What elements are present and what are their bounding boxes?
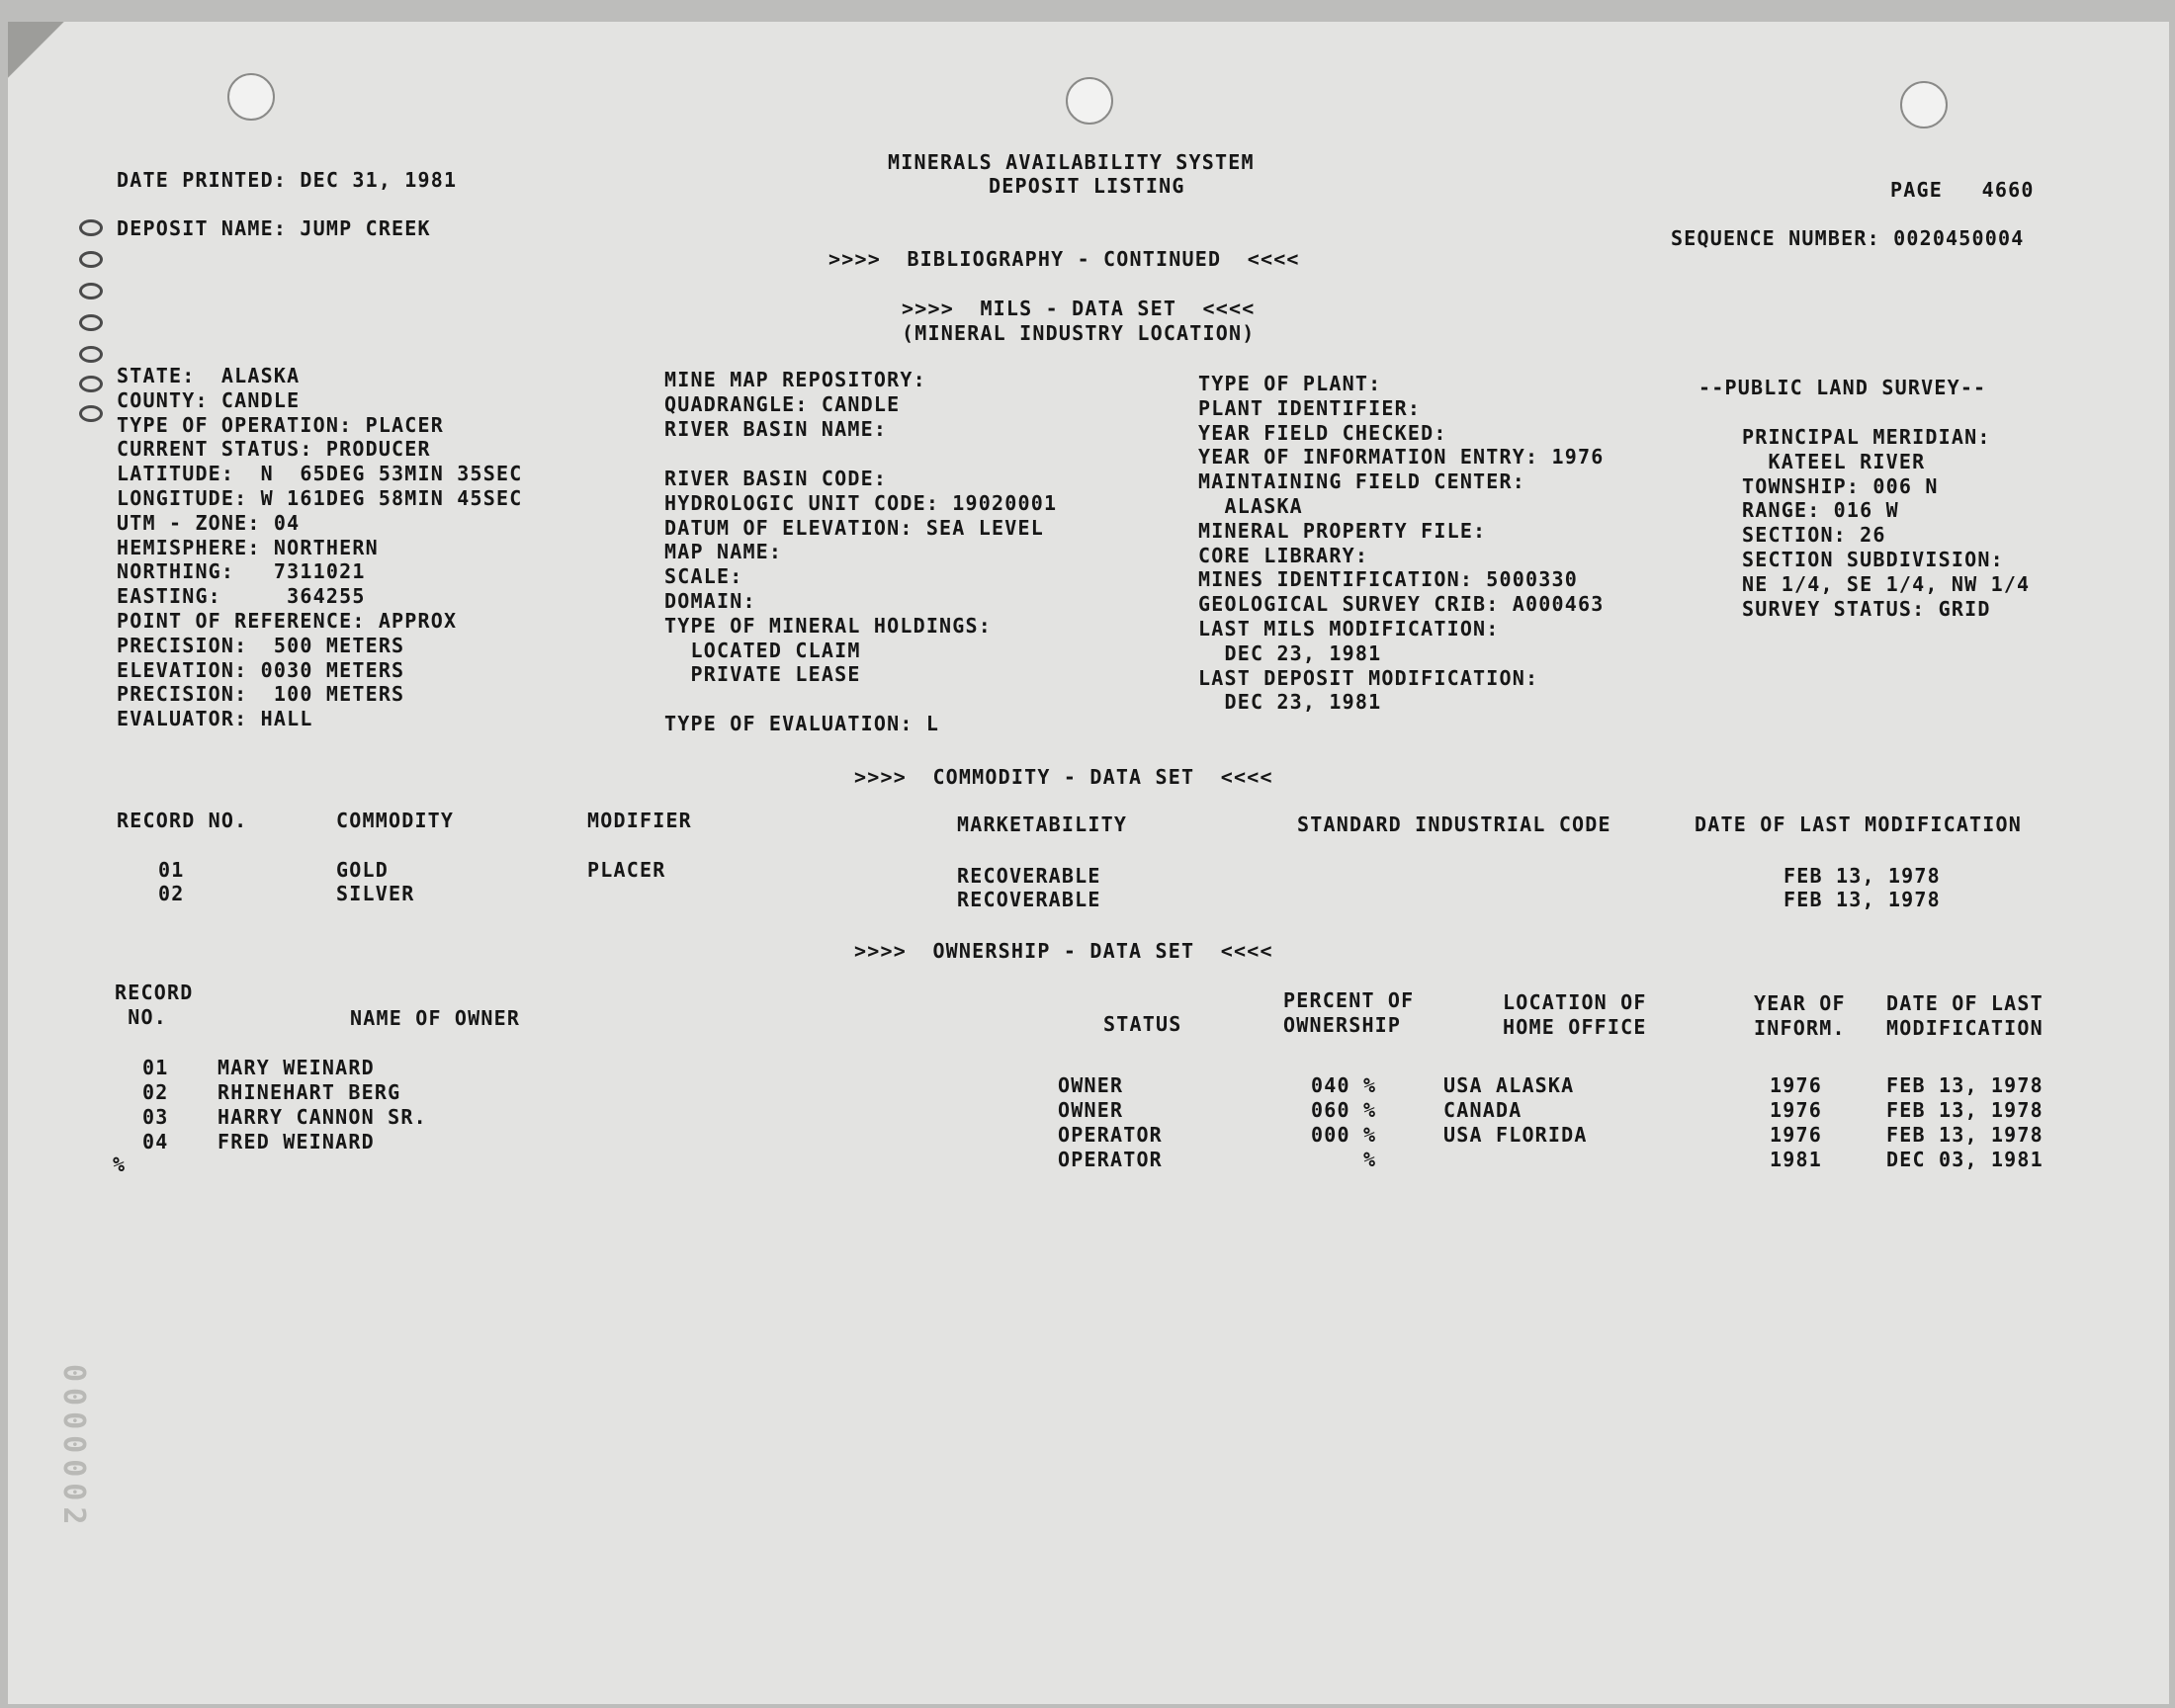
location-field: PRIVATE LEASE <box>664 662 861 687</box>
binder-ring <box>79 405 103 422</box>
location-field: YEAR OF INFORMATION ENTRY: 1976 <box>1198 445 1605 470</box>
binder-ring <box>79 251 103 268</box>
ownership-cell: DEC 03, 1981 <box>1886 1148 2044 1171</box>
ownership-column-header: RECORD <box>115 981 194 1004</box>
ownership-cell: 04 <box>142 1130 169 1153</box>
ownership-cell: 040 % <box>1311 1073 1377 1097</box>
location-field: PRECISION: 100 METERS <box>117 682 405 707</box>
ownership-column-header: PERCENT OF <box>1283 988 1415 1012</box>
location-field: DEC 23, 1981 <box>1198 690 1382 715</box>
torn-corner <box>8 22 77 91</box>
ownership-cell: USA FLORIDA <box>1443 1123 1588 1147</box>
location-field: RIVER BASIN NAME: <box>664 416 888 441</box>
location-field: CORE LIBRARY: <box>1198 543 1369 567</box>
commodity-column-header: RECORD NO. <box>117 809 248 832</box>
survey-field: PRINCIPAL MERIDIAN: <box>1742 425 1991 449</box>
date-printed: DATE PRINTED: DEC 31, 1981 <box>117 168 458 192</box>
system-title: MINERALS AVAILABILITY SYSTEM <box>888 150 1255 174</box>
mils-heading: >>>> MILS - DATA SET <<<< <box>902 297 1256 320</box>
location-field: LONGITUDE: W 161DEG 58MIN 45SEC <box>117 486 523 510</box>
bibliography-heading: >>>> BIBLIOGRAPHY - CONTINUED <<<< <box>828 247 1300 271</box>
location-field: DOMAIN: <box>664 589 756 613</box>
ownership-cell: 060 % <box>1311 1098 1377 1122</box>
ownership-cell: 000 % <box>1311 1123 1377 1147</box>
commodity-column-header: COMMODITY <box>336 809 455 832</box>
location-field: MINES IDENTIFICATION: 5000330 <box>1198 567 1578 592</box>
ownership-column-header: INFORM. <box>1754 1016 1846 1040</box>
commodity-cell: FEB 13, 1978 <box>1784 888 1941 911</box>
commodity-cell: SILVER <box>336 882 415 905</box>
location-field: DATUM OF ELEVATION: SEA LEVEL <box>664 515 1044 540</box>
mils-subheading: (MINERAL INDUSTRY LOCATION) <box>902 321 1256 345</box>
ownership-heading: >>>> OWNERSHIP - DATA SET <<<< <box>854 939 1273 963</box>
location-field: QUADRANGLE: CANDLE <box>664 391 901 416</box>
binder-ring <box>79 314 103 331</box>
location-field: SCALE: <box>664 564 743 589</box>
type-of-evaluation: TYPE OF EVALUATION: L <box>664 712 940 735</box>
survey-field: SECTION: 26 <box>1742 523 1886 548</box>
ownership-cell: OWNER <box>1058 1073 1124 1097</box>
ownership-cell: 01 <box>142 1056 169 1079</box>
ownership-cell: 1981 <box>1770 1148 1822 1171</box>
location-field: POINT OF REFERENCE: APPROX <box>117 609 458 633</box>
listing-title: DEPOSIT LISTING <box>989 174 1185 198</box>
ownership-cell: CANADA <box>1443 1098 1522 1122</box>
location-field: UTM - ZONE: 04 <box>117 510 301 535</box>
ownership-cell: 03 <box>142 1105 169 1129</box>
commodity-column-header: STANDARD INDUSTRIAL CODE <box>1297 812 1611 836</box>
survey-field: KATEEL RIVER <box>1742 449 1926 473</box>
location-field: MINE MAP REPOSITORY: <box>664 368 926 391</box>
location-field: NORTHING: 7311021 <box>117 559 366 584</box>
location-field: EVALUATOR: HALL <box>117 707 313 731</box>
ownership-column-header: YEAR OF <box>1754 991 1846 1015</box>
binder-ring <box>79 283 103 299</box>
commodity-column-header: MARKETABILITY <box>957 812 1128 836</box>
commodity-cell: RECOVERABLE <box>957 888 1101 911</box>
survey-field: RANGE: 016 W <box>1742 498 1899 523</box>
ownership-cell: RHINEHART BERG <box>218 1080 401 1104</box>
page-number: PAGE 4660 <box>1890 178 2035 202</box>
location-field: YEAR FIELD CHECKED: <box>1198 420 1447 445</box>
commodity-cell: FEB 13, 1978 <box>1784 864 1941 888</box>
location-field: ALASKA <box>1198 494 1303 518</box>
ownership-cell: FEB 13, 1978 <box>1886 1073 2044 1097</box>
location-field: EASTING: 364255 <box>117 584 366 609</box>
punch-hole-left <box>227 73 275 121</box>
location-field: LAST DEPOSIT MODIFICATION: <box>1198 665 1539 690</box>
commodity-column-header: DATE OF LAST MODIFICATION <box>1695 812 2023 836</box>
ownership-cell: 1976 <box>1770 1098 1822 1122</box>
margin-stamp: 0000002 <box>56 1364 91 1531</box>
location-field: CURRENT STATUS: PRODUCER <box>117 437 431 462</box>
ownership-column-header: NAME OF OWNER <box>350 1006 521 1030</box>
location-field: TYPE OF OPERATION: PLACER <box>117 412 445 437</box>
location-field: HYDROLOGIC UNIT CODE: 19020001 <box>664 490 1058 515</box>
ownership-cell: FEB 13, 1978 <box>1886 1123 2044 1147</box>
ownership-column-header: NO. <box>115 1005 167 1029</box>
printout-sheet <box>8 22 2169 1704</box>
location-field: GEOLOGICAL SURVEY CRIB: A000463 <box>1198 592 1605 617</box>
location-field: LATITUDE: N 65DEG 53MIN 35SEC <box>117 462 523 486</box>
location-field: COUNTY: CANDLE <box>117 387 301 412</box>
survey-field: NE 1/4, SE 1/4, NW 1/4 <box>1742 571 2031 596</box>
location-field: STATE: ALASKA <box>117 364 301 387</box>
ownership-column-header: LOCATION OF <box>1503 990 1647 1014</box>
location-field: HEMISPHERE: NORTHERN <box>117 535 379 559</box>
sequence-number: SEQUENCE NUMBER: 0020450004 <box>1671 226 2025 250</box>
ownership-cell: USA ALASKA <box>1443 1073 1575 1097</box>
location-field: LAST MILS MODIFICATION: <box>1198 617 1500 640</box>
binder-ring <box>79 346 103 363</box>
survey-field: SECTION SUBDIVISION: <box>1742 548 2004 571</box>
ownership-cell: OWNER <box>1058 1098 1124 1122</box>
commodity-cell: 02 <box>158 882 185 905</box>
commodity-heading: >>>> COMMODITY - DATA SET <<<< <box>854 765 1273 789</box>
location-field: RIVER BASIN CODE: <box>664 467 888 490</box>
ownership-cell: MARY WEINARD <box>218 1056 375 1079</box>
location-field: PRECISION: 500 METERS <box>117 633 405 657</box>
binder-ring <box>79 219 103 236</box>
location-field: MAINTAINING FIELD CENTER: <box>1198 470 1526 494</box>
ownership-cell: 1976 <box>1770 1073 1822 1097</box>
ownership-cell: % <box>1311 1148 1377 1171</box>
ownership-cell: 02 <box>142 1080 169 1104</box>
public-land-survey-title: --PUBLIC LAND SURVEY-- <box>1698 376 1987 399</box>
binder-ring <box>79 376 103 392</box>
ownership-cell: OPERATOR <box>1058 1148 1163 1171</box>
ownership-column-header: DATE OF LAST <box>1886 991 2044 1015</box>
ownership-cell: 1976 <box>1770 1123 1822 1147</box>
location-field: PLANT IDENTIFIER: <box>1198 395 1422 420</box>
location-field: MAP NAME: <box>664 540 783 564</box>
survey-field: SURVEY STATUS: GRID <box>1742 596 1991 621</box>
location-field: ELEVATION: 0030 METERS <box>117 657 405 682</box>
commodity-cell: GOLD <box>336 858 389 882</box>
commodity-cell: PLACER <box>587 858 666 882</box>
ownership-column-header: OWNERSHIP <box>1283 1013 1402 1037</box>
survey-field: TOWNSHIP: 006 N <box>1742 473 1939 498</box>
punch-hole-center <box>1066 77 1113 125</box>
end-marker: % <box>113 1153 127 1176</box>
ownership-cell: OPERATOR <box>1058 1123 1163 1147</box>
deposit-name: DEPOSIT NAME: JUMP CREEK <box>117 216 431 240</box>
ownership-cell: HARRY CANNON SR. <box>218 1105 427 1129</box>
ownership-column-header: HOME OFFICE <box>1503 1015 1647 1039</box>
location-field: TYPE OF MINERAL HOLDINGS: <box>664 613 993 638</box>
location-field: DEC 23, 1981 <box>1198 640 1382 665</box>
punch-hole-right <box>1900 81 1948 128</box>
commodity-cell: 01 <box>158 858 185 882</box>
ownership-column-header: MODIFICATION <box>1886 1016 2044 1040</box>
ownership-cell: FRED WEINARD <box>218 1130 375 1153</box>
location-field: LOCATED CLAIM <box>664 638 861 662</box>
location-field: MINERAL PROPERTY FILE: <box>1198 518 1487 543</box>
location-field: TYPE OF PLANT: <box>1198 372 1382 395</box>
ownership-column-header: STATUS <box>1103 1012 1182 1036</box>
ownership-cell: FEB 13, 1978 <box>1886 1098 2044 1122</box>
commodity-cell: RECOVERABLE <box>957 864 1101 888</box>
commodity-column-header: MODIFIER <box>587 809 692 832</box>
